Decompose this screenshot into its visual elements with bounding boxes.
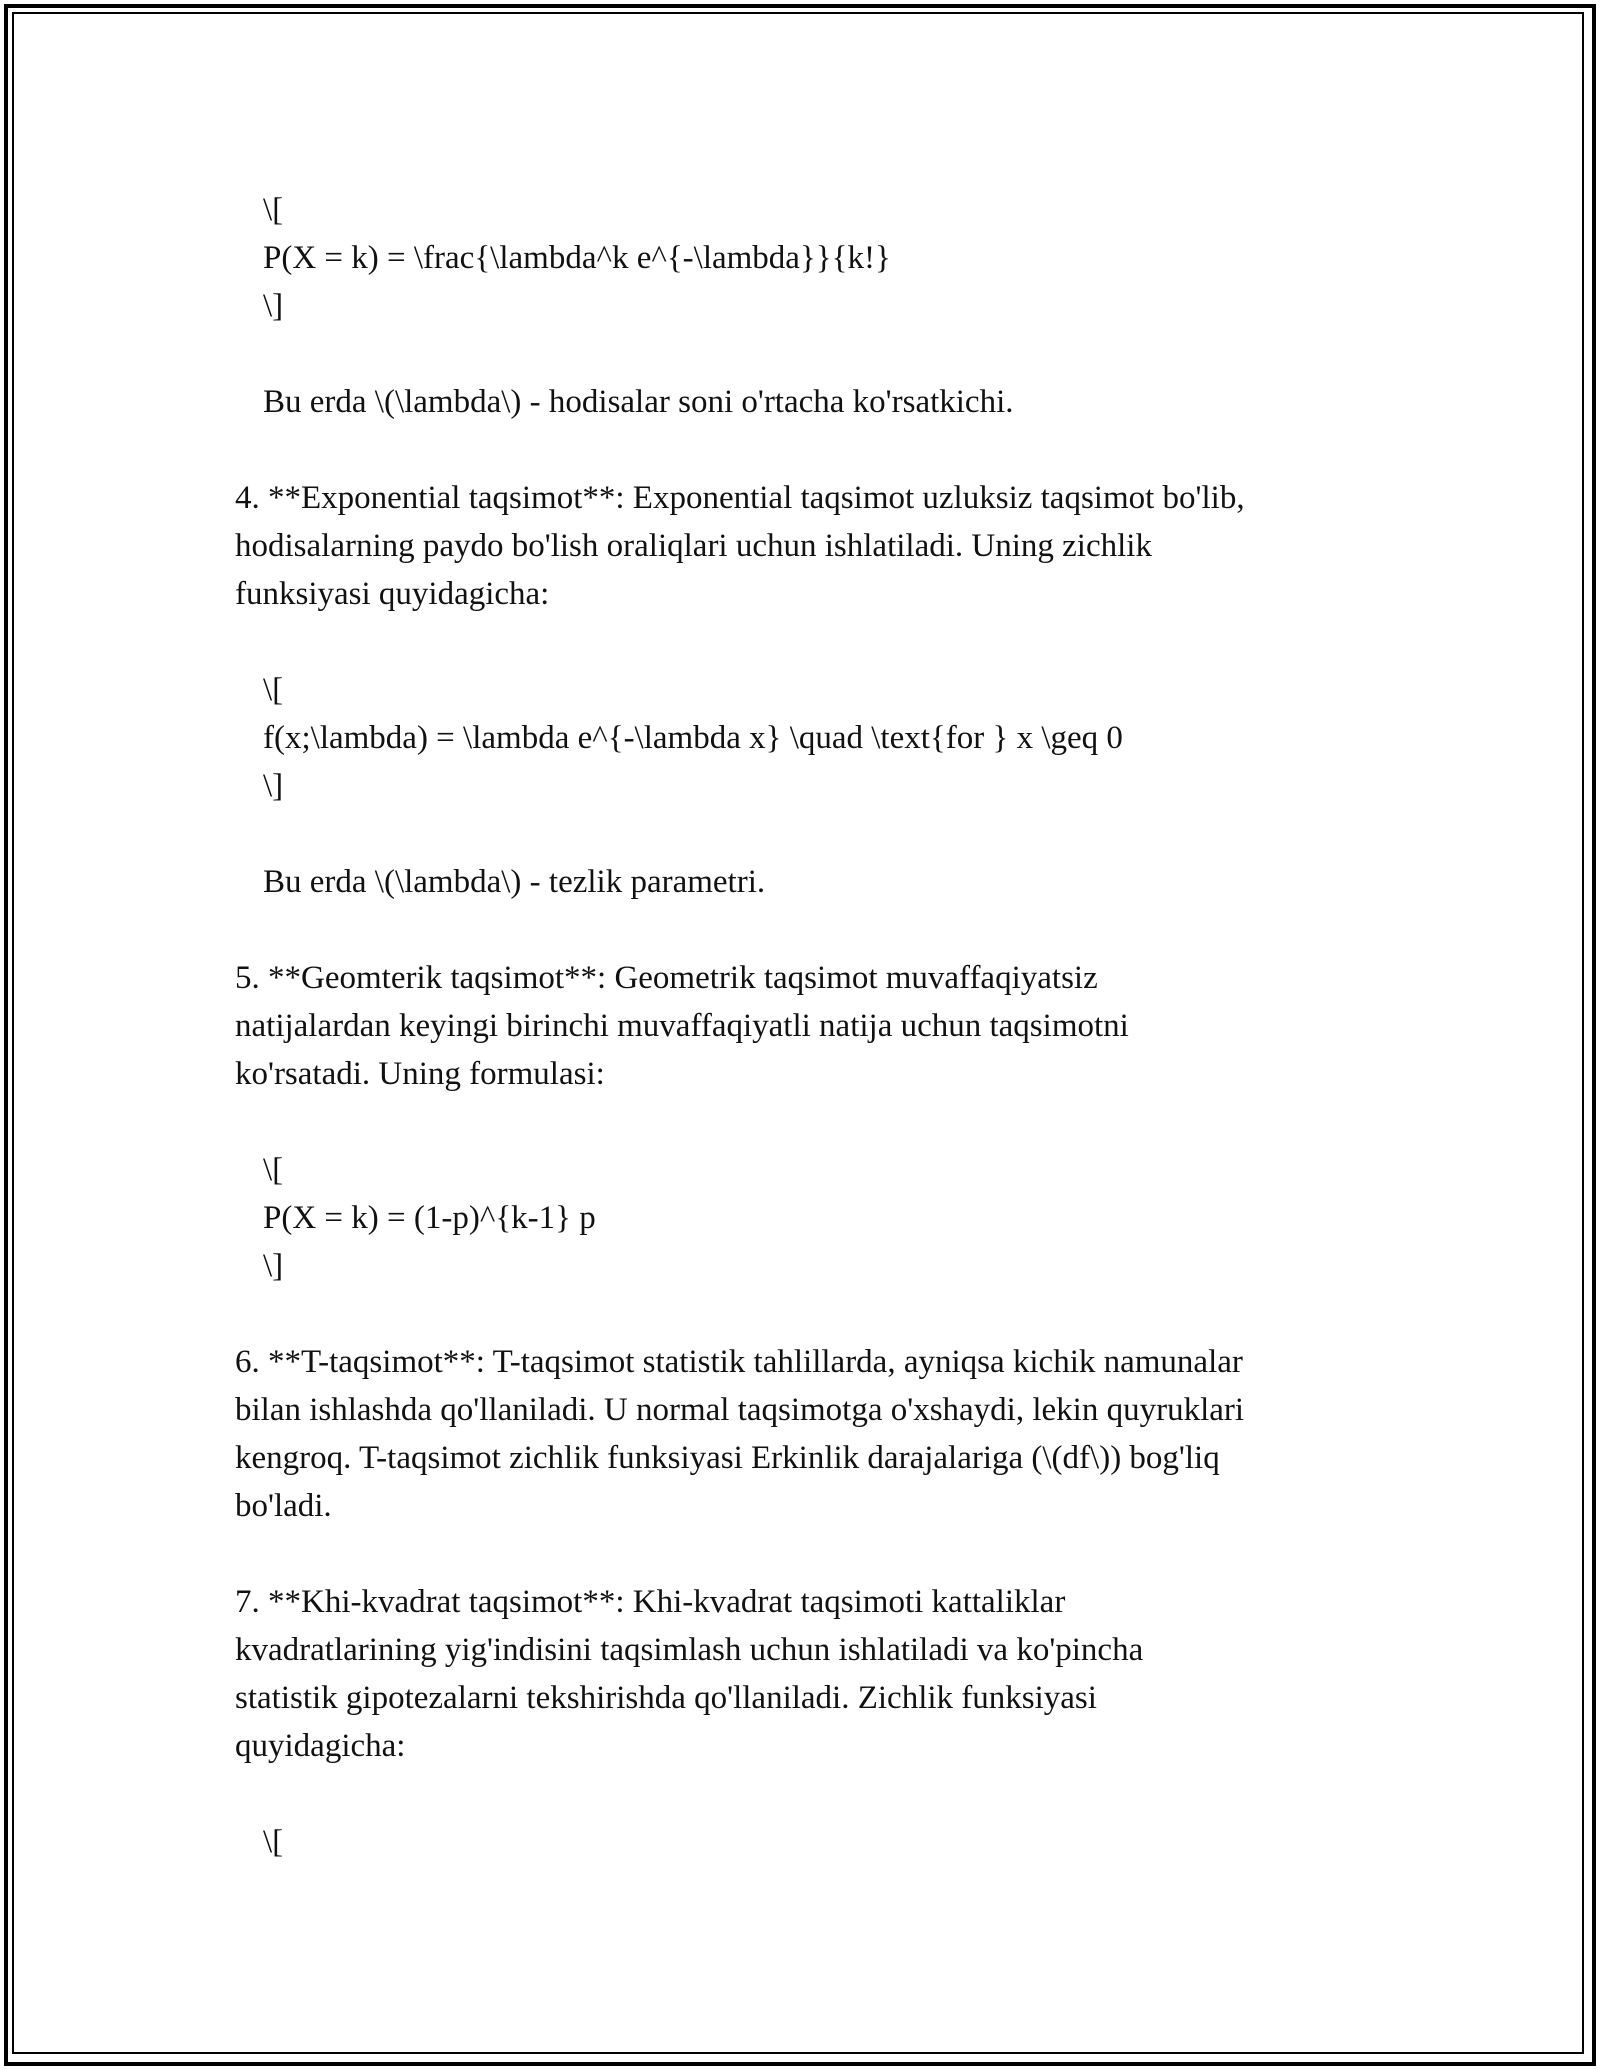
formula-exponential: f(x;\lambda) = \lambda e^{-\lambda x} \quad \text{for } x \geq 0	[263, 720, 1123, 756]
formula-open: \[	[263, 1824, 284, 1860]
item-text-line: ko'rsatadi. Uning formulasi:	[235, 1056, 605, 1092]
item-text-line: statistik gipotezalarni tekshirishda qo'llaniladi. Zichlik funksiyasi	[235, 1680, 1097, 1716]
spacer	[235, 1098, 1385, 1146]
spacer	[235, 906, 1385, 954]
spacer	[235, 1530, 1385, 1578]
item-text-line: 6. **T-taqsimot**: T-taqsimot statistik tahlillarda, ayniqsa kichik namunalar	[235, 1344, 1243, 1380]
list-item-chi-square	[235, 1578, 1385, 1866]
item-text-line: funksiyasi quyidagicha:	[235, 576, 550, 612]
formula-open: \[	[263, 672, 284, 708]
item-text-line: 5. **Geomterik taqsimot**: Geometrik taqsimot muvaffaqiyatsiz	[235, 960, 1098, 996]
item-text-line: natijalardan keyingi birinchi muvaffaqiyatli natija uchun taqsimotni	[235, 1008, 1129, 1044]
formula-close: \]	[263, 1248, 284, 1284]
item-text-line: bilan ishlashda qo'llaniladi. U normal taqsimotga o'xshaydi, lekin quyruklari	[235, 1392, 1245, 1428]
list-item-exponential	[235, 474, 1385, 906]
spacer	[235, 810, 1385, 858]
item-text-line: kengroq. T-taqsimot zichlik funksiyasi Erkinlik darajalariga (\(df\)) bog'liq	[235, 1440, 1220, 1476]
formula-close: \]	[263, 768, 284, 804]
formula-geometric: P(X = k) = (1-p)^{k-1} p	[263, 1200, 596, 1236]
list-item-geometric	[235, 954, 1385, 1290]
item-text-line: kvadratlarining yig'indisini taqsimlash uchun ishlatiladi va ko'pincha	[235, 1632, 1144, 1668]
spacer	[235, 1290, 1385, 1338]
spacer	[235, 426, 1385, 474]
item-text-line: 7. **Khi-kvadrat taqsimot**: Khi-kvadrat taqsimoti kattaliklar	[235, 1584, 1066, 1620]
item-text-line: 4. **Exponential taqsimot**: Exponential taqsimot uzluksiz taqsimot bo'lib,	[235, 480, 1245, 516]
spacer	[235, 1770, 1385, 1818]
list-item-t-distribution	[235, 1338, 1385, 1530]
lambda-note: Bu erda \(\lambda\) - hodisalar soni o'rtacha ko'rsatkichi.	[263, 384, 1014, 420]
spacer	[235, 618, 1385, 666]
document-body	[235, 186, 1385, 1866]
formula-open: \[	[263, 1152, 284, 1188]
spacer	[235, 330, 1385, 378]
rate-note: Bu erda \(\lambda\) - tezlik parametri.	[263, 864, 766, 900]
formula-close: \]	[263, 288, 284, 324]
item-text-line: bo'ladi.	[235, 1488, 332, 1524]
item-text-line: hodisalarning paydo bo'lish oraliqlari uchun ishlatiladi. Uning zichlik	[235, 528, 1152, 564]
item-text-line: quyidagicha:	[235, 1728, 406, 1764]
formula-open: \[	[263, 192, 284, 228]
formula-poisson: P(X = k) = \frac{\lambda^k e^{-\lambda}}{k!}	[263, 240, 891, 276]
